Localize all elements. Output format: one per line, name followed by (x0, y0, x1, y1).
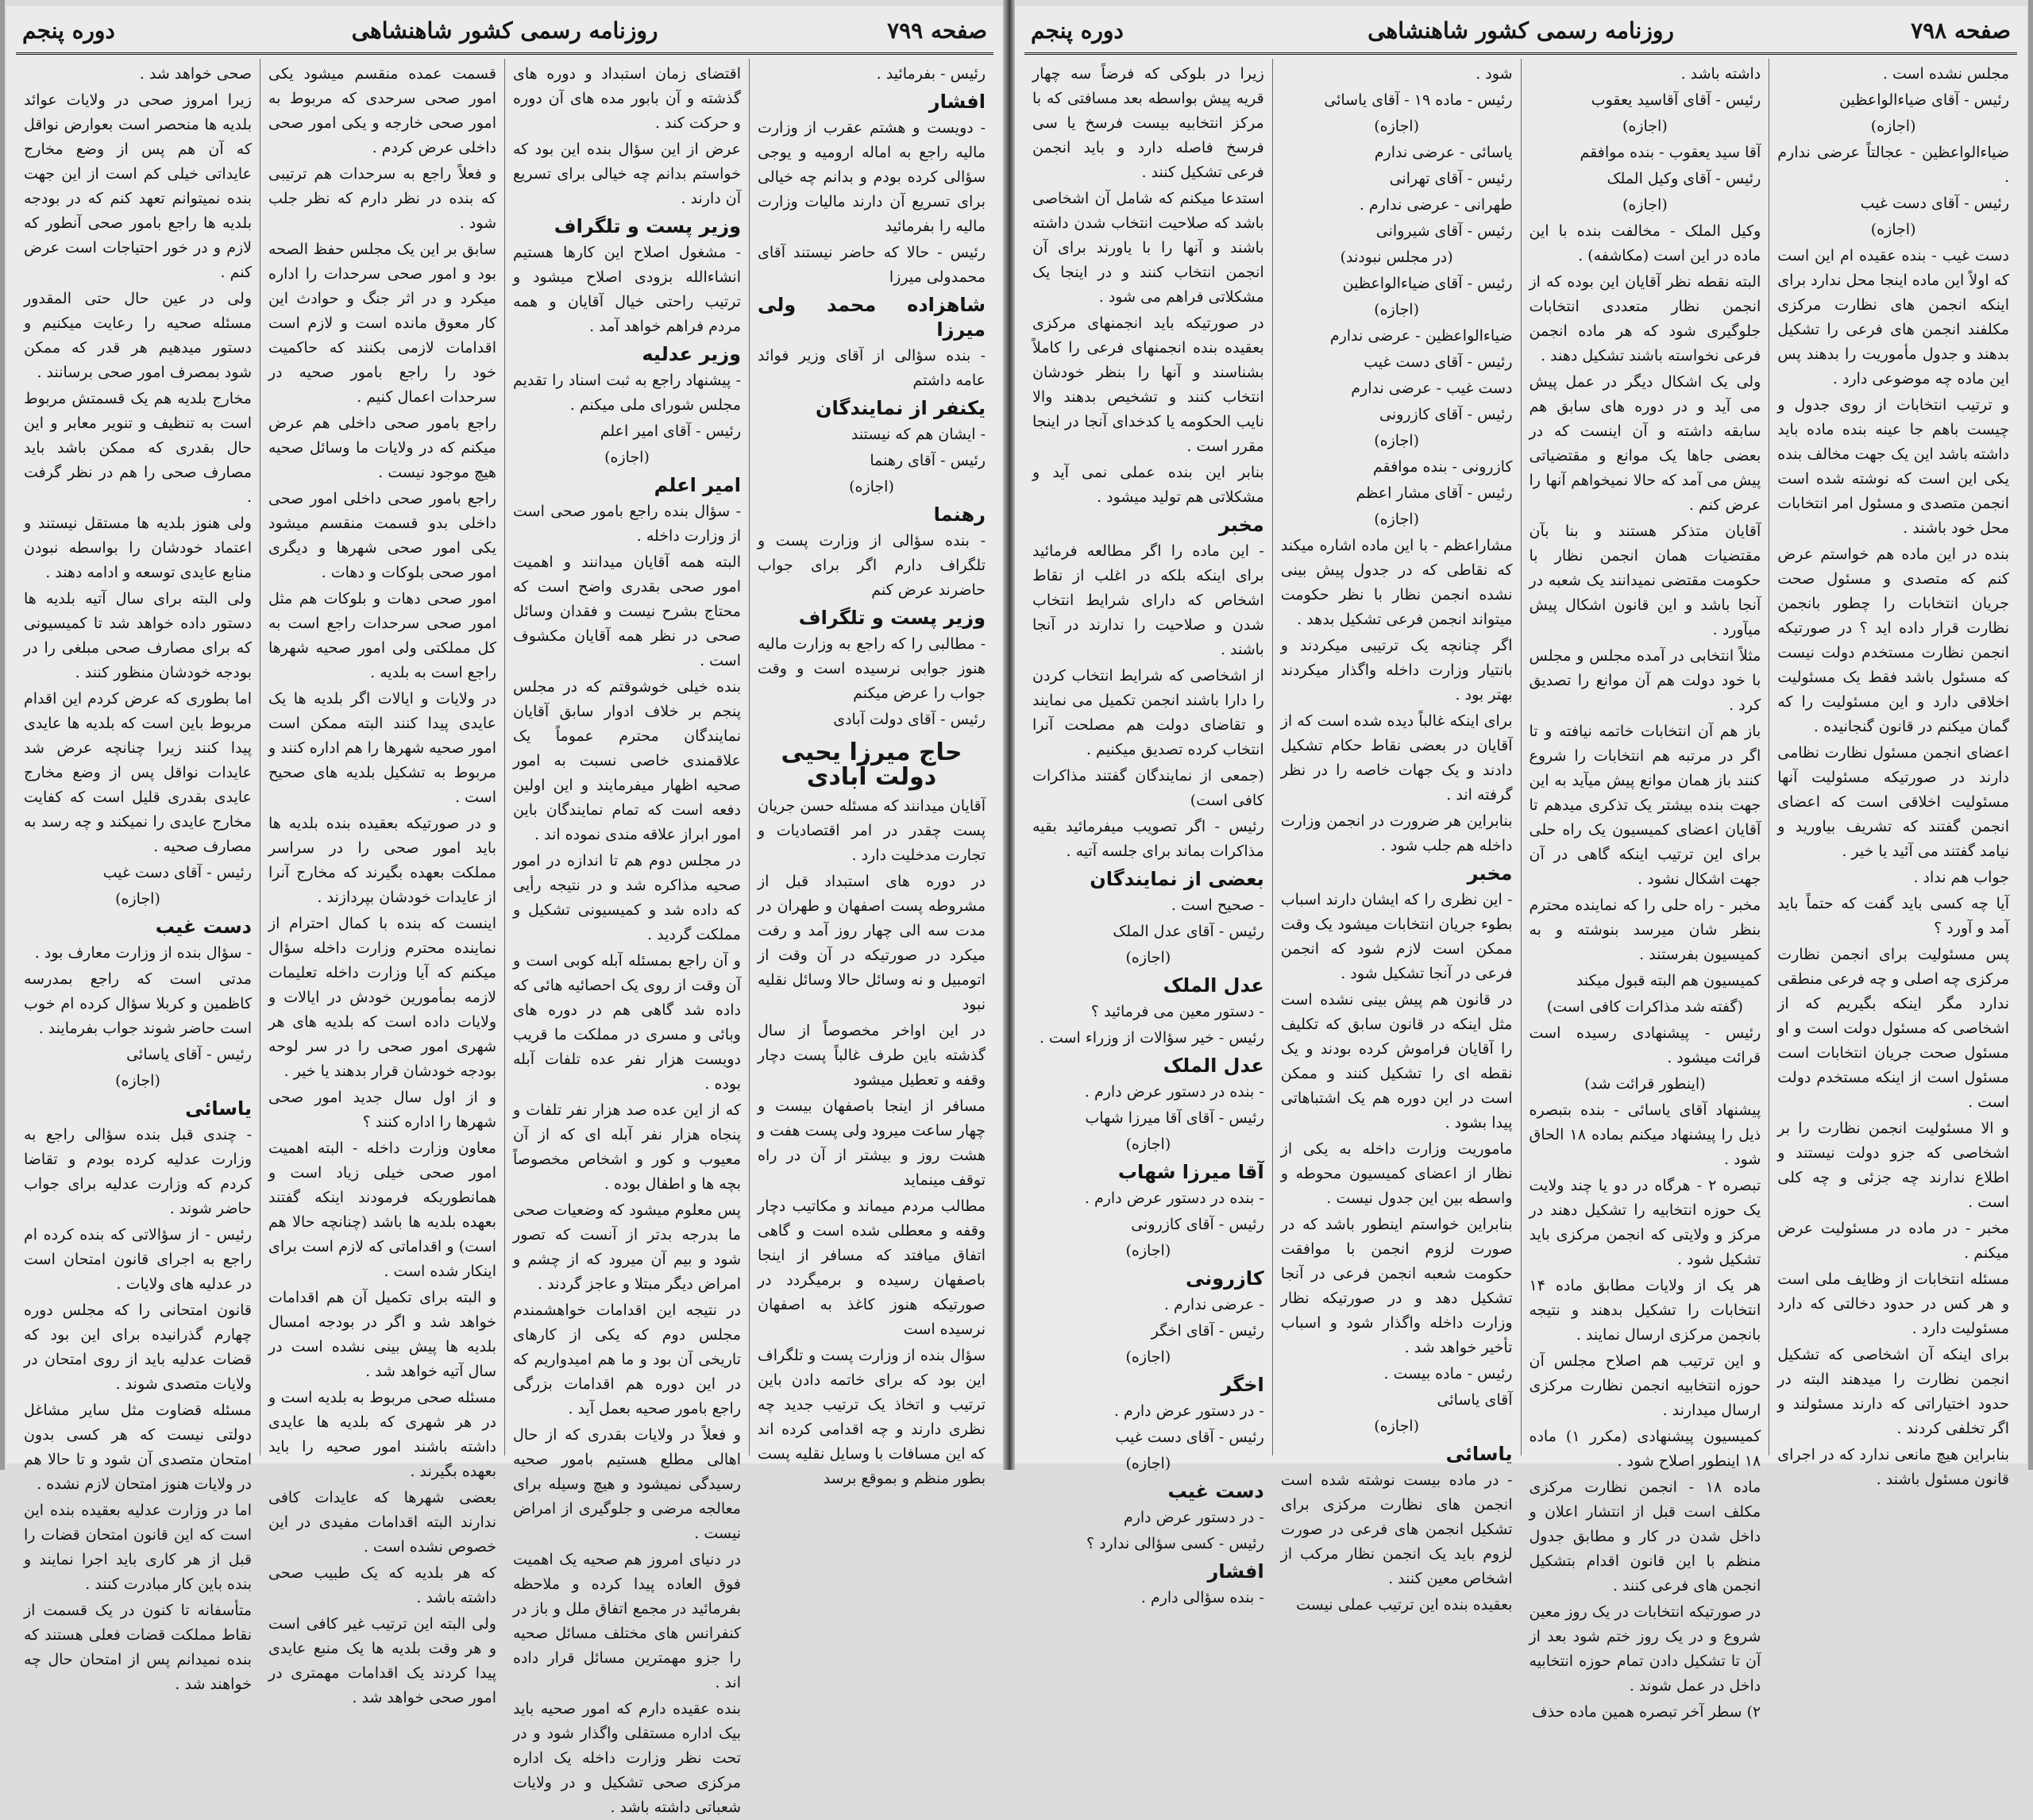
parenthetical-note: (اجازه) (1870, 118, 1916, 135)
paragraph: پس معلوم میشود که وضعیات صحی ما بدرجه بدتر از آنست که تصور شود و بیم آن میرود که از چشم و امراض دیگر مبتلا و عاجز گردند . (513, 1201, 741, 1293)
speaker-heading: امیر اعلم (654, 474, 741, 496)
speaker-heading-large: حاج میرزا یحیی دولت آبادی (781, 738, 962, 791)
paragraph: راجع بامور صحی داخلی امور صحی داخلی بدو قسمت منقسم میشود یکی امور صحی شهرها و دیگری امور صحی بلوکات و دهات . (268, 490, 496, 581)
parenthetical-note: (اجازه) (1374, 432, 1420, 449)
paragraph: رئیس - پیشنهادی رسیده است قرائت میشود . (1529, 1024, 1761, 1066)
parenthetical-note: (اجازه) (1125, 949, 1171, 966)
parenthetical-note: (اجازه) (1870, 221, 1916, 238)
paragraph: متأسفانه تا کنون در یک قسمت از نقاط مملکت قضات فعلی هستند که بنده نمیدانم پس از امتحان حال چه خواهند شد . (24, 1602, 252, 1693)
paragraph: برای اینکه آن اشخاصی که تشکیل انجمن نظارت را میدهند البته در حدود اختیاراتی که دارند مسئولند و اگر تخلفی کردند . (1777, 1346, 2009, 1437)
paragraph: - در ماده بیست نوشته شده است انجمن های نظارت مرکزی برای تشکیل انجمن های فرعی در صورت لزوم باید یک انجمن نظار مرکب از اشخاص معین کنند . (1280, 1471, 1513, 1587)
book-gutter (1003, 0, 1015, 1470)
paragraph: رئیس - آقای دست غیب (1364, 353, 1513, 371)
paragraph: معاون وزارت داخله - البته اهمیت امور صحی خیلی زیاد است و همانطوریکه فرمودند اینکه گفتند بعهده بلدیه ها باشد (چنانچه حالا هم است) و اقداماتی که لازم است برای اینکار شده است . (268, 1139, 496, 1280)
paragraph: در نتیجه این اقدامات خواهشمندم مجلس دوم که یکی از کارهای تاریخی آن بود و ما هم امیدواریم که در این دوره هم اقدامات بزرگی راجع بامور صحیه بعمل آید . (513, 1301, 741, 1417)
paragraph: رئیس - آقای عدل الملک (1113, 923, 1264, 940)
right-column-2 (1521, 59, 1769, 1721)
speaker-heading: مخبر (1218, 514, 1264, 536)
paragraph: آقا سید یعقوب - بنده موافقم (1580, 144, 1761, 161)
paragraph: هر یک از ولایات مطابق ماده ۱۴ انتخابات را تشکیل بدهند و نتیجه بانجمن مرکزی ارسال نمایند . (1529, 1277, 1761, 1344)
paragraph: رئیس - آقای دست غیب (1115, 1429, 1264, 1446)
speaker-heading: آقا میرزا شهاب (1117, 1161, 1264, 1183)
paragraph: که از این عده صد هزار نفر تلفات و پنجاه هزار نفر آبله ای که از آن معیوب و کور و اشخاص مخصوصاً بچه ها و اطفال بوده . (513, 1101, 741, 1193)
paragraph: صحی خواهد شد . (139, 65, 252, 83)
paragraph: رئیس - آقای تهرانی (1389, 170, 1513, 187)
scan-edge-right (2028, 0, 2033, 1470)
left-columns (16, 59, 993, 1816)
paragraph: شود . (1476, 65, 1513, 83)
paragraph: مسئله انتخابات از وظایف ملی است و هر کس در حدود دخالتی که دارد مسئولیت دارد . (1777, 1271, 2009, 1337)
right-gazette-title: روزنامه رسمی کشور شاهنشاهی (1368, 17, 1674, 44)
paragraph: رئیس - آقای ضیاءالواعظین (1839, 91, 2009, 109)
paragraph: طهرانی - عرضی ندارم . (1359, 196, 1513, 214)
paragraph: ضیاءالواعظین - عجالتاً عرضی ندارم . (1777, 144, 2009, 186)
paragraph: مشاراعظم - با این ماده اشاره میکند که نقاطی که در جدول پیش بینی نشده انجمن نظار با نظر حکومت میتواند انجمن فرعی تشکیل بدهد . (1280, 537, 1513, 628)
left-column-3 (260, 59, 504, 1706)
paragraph: - بنده در دستور عرض دارم . (1084, 1083, 1264, 1101)
speaker-heading: رهنما (933, 503, 986, 526)
paragraph: در مجلس دوم هم تا اندازه در امور صحیه مذاکره شد و در نتیجه رأیی که داده شد و کمیسیونی تشکیل و مملکت گردید . (513, 852, 741, 943)
paragraph: ولی یک اشکال دیگر در عمل پیش می آید و در دوره های سابق هم سابقه داشته و آن اینست که در بعضی جاها یک موانع و مقتضیاتی پیش می آمد که حالا نمیخواهم آنها را عرض کنم . (1529, 373, 1761, 514)
parenthetical-note: (اجازه) (1125, 1242, 1171, 1259)
paragraph: یاسائی - عرضی ندارم (1374, 144, 1513, 161)
left-page (6, 6, 1003, 1816)
paragraph: - بنده سؤالی از وزارت پست و تلگراف دارم اگر برای جواب حاضرند عرض کنم (758, 532, 986, 599)
paragraph: مثلاً انتخابی در آمده مجلس و مجلس با خود دولت هم آن موانع را تصدیق کرد . (1529, 647, 1761, 714)
paragraph: مطالب مردم میماند و مکاتیب دچار وقفه و معطلی شده است و گاهی اتفاق میافتد که مسافر از اینجا باصفهان رسیده و برمیگردد در صورتیکه هنوز کاغذ به اصفهان نرسیده است (758, 1197, 986, 1338)
paragraph: در این اواخر مخصوصاً از سال گذشته باین طرف غالباً پست دچار وقفه و تعطیل میشود (758, 1022, 986, 1089)
paragraph: مسئله قضاوت مثل سایر مشاغل دولتی نیست که هر کسی بدون امتحان متصدی آن شود و تا حالا هم در ولایات هنوز امتحان لازم نشده . (24, 1402, 252, 1493)
paragraph: کمیسیون هم البته قبول میکند (1576, 972, 1761, 989)
paragraph: و الا مسئولیت انجمن نظارت را بر اشخاصی که جزو دولت نیستند و اطلاع ندارند چه جزئی و چه کلی است . (1777, 1120, 2009, 1211)
parenthetical-note: (گفته شد مذاکرات کافی است) (1546, 998, 1743, 1016)
paragraph: مخارج بلدیه هم یک قسمتش مربوط است به تنظیف و تنویر معابر و این حال بقدری که ممکن باشد باید مصارف صحی را هم در نظر گرفت . (24, 390, 252, 506)
paragraph: ولی البته این ترتیب غیر کافی است و هر وقت بلدیه ها یک منبع عایدی پیدا کردند یک اقدامات مهمتری در امور صحی خواهد شد . (268, 1615, 496, 1706)
parenthetical-note: (اجازه) (1622, 196, 1668, 214)
paragraph: عرض از این سؤال بنده این بود که خواستم بدانم چه خیالی برای تسریع آن دارند . (513, 141, 741, 207)
left-column-2 (504, 59, 749, 1816)
paragraph: - چندی قبل بنده سؤالی راجع به وزارت عدلیه کرده بودم و تقاضا کردم که وزارت عدلیه برای جواب حاضر شوند . (24, 1126, 252, 1217)
speaker-heading: بعضی از نمایندگان (1090, 868, 1264, 890)
paragraph: اینست که بنده با کمال احترام از نماینده محترم وزارت داخله سؤال میکنم که آیا وزارت داخله تعلیمات لازمه بمأمورین خودش در ایالات و ولایات داده است که بلدیه های هر شهری امور صحی را در سر لوحه بودجه خودشان قرار بدهند یا خیر . (268, 915, 496, 1080)
parenthetical-note: (اجازه) (1374, 118, 1420, 135)
paragraph: - این نظری را که ایشان دارند اسباب بطوء جریان انتخابات میشود یک وقت ممکن است لازم شود که انجمن فرعی در آنجا تشکیل شود . (1280, 891, 1513, 982)
paragraph: اعضای انجمن مسئول نظارت نظامی دارند در صورتیکه مسئولیت آنها مسئولیت اخلاقی است که اعضای انجمن گفتند که تشریف بیاورید و نیامد گفتند می آئید یا خیر . (1777, 744, 2009, 860)
paragraph: بنده خیلی خوشوقتم که در مجلس پنجم بر خلاف ادوار سابق آقایان نمایندگان محترم عموماً یک علاقمندی خاصی نسبت به امور صحیه اظهار میفرمایند و این اولین دفعه است که تمام نمایندگان باین امور ابراز علاقه مندی نموده اند . (513, 678, 741, 843)
paragraph: اما در وزارت عدلیه بعقیده بنده این است که این قانون امتحان قضات را قبل از هر کاری باید اجرا نمایند و بنده باین کار مبادرت کنند . (24, 1502, 252, 1593)
paragraph: راجع بامور صحی داخلی هم عرض میکنم که در ولایات ما وسائل صحیه هیچ موجود نیست . (268, 415, 496, 481)
paragraph: ماده ۱۸ - انجمن نظارت مرکزی مکلف است قبل از انتشار اعلان و داخل شدن در کار و مطابق جدول منظم با این قانون اقدام بتشکیل انجمن های فرعی کنند . (1529, 1479, 1761, 1594)
paragraph: مسئله صحی مربوط به بلدیه است و در هر شهری که بلدیه ها عایدی داشته باشند امور صحیه را باید بعهده بگیرند . (268, 1389, 496, 1480)
right-page (1015, 6, 2027, 1721)
paragraph: امور صحی دهات و بلوکات هم مثل امور صحی سرحدات راجع است به کل مملکتی ولی امور صحیه شهرها راجع است به بلدیه . (268, 590, 496, 681)
paragraph: آقایان متذکر هستند و بنا بآن مقتضیات همان انجمن نظار با حکومت مقتضی نمیدانند یک شعبه در آنجا باشد و این قانون اشکال پیش میآورد . (1529, 522, 1761, 638)
right-columns (1024, 59, 2017, 1721)
paragraph: رئیس - آقای دست غیب (1860, 195, 2009, 212)
paragraph: - سؤال بنده از وزارت معارف بود . (34, 944, 252, 962)
parenthetical-note: (اجازه) (115, 1072, 160, 1089)
parenthetical-note: (اجازه) (115, 890, 160, 908)
paragraph: - بنده سؤالی از آقای وزیر فوائد عامه داشتم (758, 347, 986, 389)
paragraph: - در دستور عرض دارم (1123, 1509, 1264, 1526)
paragraph: اما بطوری که عرض کردم این اقدام مربوط باین است که بلدیه ها عایدی پیدا کنند زیرا چنانچه عرض شد عایدات نواقل پس از وضع مخارج عایدی بقدری قلیل است که کفایت مخارج عایدی را نمیکند و چه رسد به مصارف صحیه . (24, 690, 252, 855)
paragraph: اگر چنانچه یک ترتیبی میکردند و بانتیار وزارت داخله واگذار میکردند بهتر بود . (1280, 637, 1513, 704)
paragraph: رئیس - آقای شیروانی (1375, 222, 1513, 240)
paragraph: - این ماده را اگر مطالعه فرمائید برای اینکه بلکه در اغلب از نقاط اشخاص که دارای شرایط انتخاب شدن و صلاحیت را ندارند در آنجا باشند . (1032, 542, 1264, 658)
paragraph: ضیاءالواعظین - عرضی ندارم (1329, 327, 1513, 345)
paragraph: رئیس - آقای ضیاءالواعظین (1342, 275, 1513, 292)
speaker-heading: مخبر (1467, 862, 1513, 885)
paragraph: مسافر از اینجا باصفهان بیست و چهار ساعت میرود ولی پست هفت و هشت روز و بیشتر از آن در راه توقف مینماید (758, 1097, 986, 1189)
paragraph: دست غیب - بنده عقیده ام این است که اولاً این ماده اینجا محل ندارد برای اینکه انجمن های نظارت مرکزی مکلفند انجمن های فرعی را تشکیل بدهند و جدول مأموریت را بدهند پس این ماده چه موضوعی دارد . (1777, 247, 2009, 388)
speaker-heading: یاسائی (185, 1097, 252, 1120)
paragraph: - ایشان هم که نیستند (851, 426, 986, 443)
paragraph: اقتضای زمان استبداد و دوره های گذشته و آن بابور مده های آن دوره و حرکت کند . (513, 65, 741, 132)
paragraph: رئیس - آقای اخگر (1151, 1322, 1264, 1340)
paragraph: در دنیای امروز هم صحیه یک اهمیت فوق العاده پیدا کرده و ملاحظه بفرمائید در مجمع اتفاق ملل و باز در کنفرانس های مختلف مسائل صحیه را جزو مهمترین مسائل قرار داده اند . (513, 1551, 741, 1691)
paragraph: و فعلاً در ولایات بقدری که از حال اهالی مطلع هستیم بامور صحیه رسیدگی نمیشود و هیچ وسیله برای معالجه مرضی و جلوگیری از امراض نیست . (513, 1426, 741, 1542)
speaker-heading: دست غیب (1167, 1480, 1264, 1502)
paragraph: و ترتیب انتخابات از روی جدول و چیست باهم جا عینه بنده ماده باید داشته باشد این یک جهت مخالف بنده یکی این است که نوشته شده است انجمن متصدی و مسئول امر انتخابات محل خود باشند . (1777, 396, 2009, 537)
speaker-heading: دست غیب (155, 916, 252, 938)
paragraph: سابق بر این یک مجلس حفظ الصحه بود و امور صحی سرحدات را اداره میکرد و در اثر جنگ و حوادث این کار معوق مانده است و لازم است اقدامات لازمی بکنند که حاکمیت خود را راجع بامور صحیه در سرحدات اعمال کنیم . (268, 241, 496, 406)
paragraph: ماموریت وزارت داخله به یکی از نظار از اعضای کمیسیون محوطه و واسطه بین این جدول نیست . (1280, 1140, 1513, 1207)
paragraph: کازرونی - بنده موافقم (1372, 458, 1513, 476)
paragraph: رئیس - آقای کازرونی (1379, 406, 1513, 423)
paragraph: - دستور معین می فرمائید ؟ (1090, 1003, 1264, 1020)
paragraph: که هر بلدیه که یک طبیب صحی داشته باشد . (268, 1564, 496, 1606)
right-column-4 (1024, 59, 1272, 1606)
paragraph: رئیس - آقای یاسائی (126, 1046, 252, 1063)
parenthetical-note: (اجازه) (604, 449, 650, 466)
paragraph: - سؤال بنده راجع بامور صحی است از وزارت داخله . (513, 503, 741, 545)
paragraph: و فعلاً راجع به سرحدات هم ترتیبی که بنده در نظر دارم که نظر جلب شود . (268, 165, 496, 232)
paragraph: - مطالبی را که راجع به وزارت مالیه هنوز جوابی نرسیده است و وقت جواب را عرض میکنم (758, 635, 986, 702)
paragraph: آیا چه کسی باید گفت که حتماً باید آمد و آورد ؟ (1777, 895, 2009, 937)
paragraph: در صورتیکه باید انجمنهای مرکزی بعقیده بنده انجمنهای فرعی را کاملاً بشناسند و آنها را بنظر خودشان انتخاب کنند و تشخیص بدهند والا نایب الحکومه یا کدخدای آنجا در اینجا مقرر است . (1032, 314, 1264, 455)
left-column-1 (749, 59, 993, 1487)
paragraph: رئیس - آقای دولت آبادی (833, 711, 986, 728)
paragraph: البته همه آقایان میدانند و اهمیت امور صحی بقدری واضح است که محتاج بشرح نیست و فقدان وسائل صحی در نظر همه آقایان مکشوف است . (513, 553, 741, 669)
paragraph: در ولایات و ایالات اگر بلدیه ها یک عایدی پیدا کنند البته ممکن است امور صحیه شهرها را هم اداره کنند و مربوط به تشکیل بلدیه های صحیح است . (268, 690, 496, 806)
right-period-label: دوره پنجم (1031, 17, 1124, 44)
speaker-heading: اخگر (1221, 1374, 1264, 1396)
paragraph: استدعا میکنم که شامل آن اشخاصی باشد که صلاحیت انتخاب شدن داشته باشند و آنها را با یاورند برای آن انجمن انتخاب کنند و در اینجا یک مشکلاتی فراهم می شود . (1032, 190, 1264, 306)
speaker-heading: شاهزاده محمد ولی میرزا (758, 294, 986, 341)
paragraph: رئیس - آقای وکیل الملک (1607, 170, 1761, 187)
speaker-heading: افشار (1207, 1560, 1264, 1583)
parenthetical-note: (اجازه) (1125, 1136, 1171, 1153)
paragraph: بنده عقیده دارم که امور صحیه باید بیک اداره مستقلی واگذار شود و در تحت نظر وزارت داخله یک اداره مرکزی صحی تشکیل و در ولایات شعباتی داشته باشد . (513, 1700, 741, 1816)
paragraph: - صحیح است . (1171, 897, 1264, 914)
parenthetical-note: (اجازه) (849, 478, 894, 495)
paragraph: در قانون هم پیش بینی نشده است مثل اینکه در قانون سابق که تکلیف را آقایان فراموش کرده بودند و یک نقطه ای را تشکیل کنند و ممکن است در این دوره هم یک اشتباهاتی پیدا بشود . (1280, 991, 1513, 1132)
paragraph: داشته باشد . (1680, 65, 1761, 83)
paragraph: کمیسیون پیشنهادی (مکرر ۱) ماده ۱۸ اینطور اصلاح شود . (1529, 1428, 1761, 1470)
parenthetical-note: (اجازه) (1125, 1455, 1171, 1472)
parenthetical-note: (اجازه) (1374, 511, 1420, 528)
speaker-heading: وزیر پست و تلگراف (554, 215, 741, 237)
paragraph: در دوره های استبداد قبل از مشروطه پست اصفهان و طهران در مدت سه الی چهار روز آمد و رفت میکرد در صورتیکه در آن وقت از اتومبیل و نه وسائل حالا وسائل نقلیه نبود (758, 873, 986, 1013)
paragraph: و از اول سال جدید امور صحی شهرها را اداره کنند ؟ (268, 1089, 496, 1131)
paragraph: رئیس - از سؤالاتی که بنده کرده ام راجع به اجرای قانون امتحان است در عدلیه های ولایات . (24, 1226, 252, 1293)
paragraph: بنابراین هر ضرورت در انجمن وزارت داخله هم جلب شود . (1280, 812, 1513, 854)
paragraph: باز هم آن انتخابات خاتمه نیافته و تا اگر در مرتبه هم انتخابات را شروع کنند باز همان موانع پیش میآید به این جهت بنده بیشتر یک تذکری میدهم تا آقایان اعضای کمیسیون یک راه حلی برای این ترتیب اینکه گاهی در آن جهت اشکال نشود . (1529, 723, 1761, 888)
paragraph: رئیس - ماده بیست . (1383, 1365, 1513, 1382)
paragraph: رئیس - آقای مشار اعظم (1356, 484, 1513, 502)
paragraph: بنده در این ماده هم خواستم عرض کنم که متصدی و مسئول صحت جریان انتخابات را چطور بانجمن نظارت قرار داده اید ؟ در صورتیکه انجمن نظارت مستخدم دولت نیست که مسئول باشد فقط یک مسئولیت اخلاقی دارد و این مسئولیت را که گمان میکنم در قانون گنجانیده . (1777, 546, 2009, 735)
paragraph: از اشخاصی که شرایط انتخاب کردن را دارا باشند انجمن تکمیل می نمایند و تقاضای دولت هم مصلحت آنرا انتخاب کرده تصدیق میکنیم . (1032, 667, 1264, 758)
paragraph: رئیس - آقای آقاسید یعقوب (1591, 91, 1761, 109)
paragraph: رئیس - آقای امیر اعلم (600, 422, 741, 440)
paragraph: ۲) سطر آخر تبصره همین ماده حذف (1531, 1703, 1761, 1721)
paragraph: ولی هنوز بلدیه ها مستقل نیستند و اعتماد خودشان را بواسطه نبودن منابع عایدی توسعه و ادامه دهند . (24, 515, 252, 581)
speaker-heading: کازرونی (1185, 1267, 1264, 1290)
parenthetical-note: (اجازه) (1622, 118, 1668, 135)
left-column-4 (16, 59, 260, 1693)
speaker-heading: یکنفر از نمایندگان (816, 397, 986, 419)
paragraph: رئیس - کسی سؤالی ندارد ؟ (1086, 1535, 1264, 1552)
parenthetical-note: (اجازه) (1374, 301, 1420, 318)
paragraph: در صورتیکه انتخابات در یک روز معین شروع و در یک روز ختم شود بعد از آن تا تشکیل دادن تمام حوزه انتخابیه داخل در عمل شوند . (1529, 1603, 1761, 1695)
paragraph: رئیس - آقای دست غیب (102, 864, 252, 881)
paragraph: زیرا در بلوکی که فرضاً سه چهار قریه پیش بواسطه بعد مسافتی که با مرکز انتخابیه بیست فرسخ یا سی فرسخ فاصله دارد و باید انجمن فرعی تشکیل کنند . (1032, 65, 1264, 181)
right-header-rule (1024, 52, 2017, 55)
paragraph: تبصره ۲ - هرگاه در دو یا چند ولایت یک حوزه انتخابیه را تشکیل دهند در مرکز و ولایتی که انجمن مرکزی باید تشکیل شود . (1529, 1177, 1761, 1268)
paragraph: پیشنهاد آقای یاسائی - بنده بتبصره ذیل را پیشنهاد میکنم بماده ۱۸ الحاق شود . (1529, 1101, 1761, 1168)
paragraph: - مشغول اصلاح این کارها هستیم انشاءالله بزودی اصلاح میشود و ترتیب راحتی خیال آقایان و همه مردم فراهم خواهد آمد . (513, 244, 741, 335)
paragraph: مخبر - راه حلی را که نماینده محترم بنظر شان میرسد بنوشته و به کمیسیون بفرستند . (1529, 897, 1761, 963)
paragraph: و آن راجع بمسئله آبله کوبی است و آن وقت از روی یک احصائیه هائی که داده شد گاهی هم در دوره های وبائی و مسری در مملکت ما قریب دویست هزار نفر عده تلفات آبله بوده . (513, 952, 741, 1093)
paragraph: (جمعی از نمایندگان گفتند مذاکرات کافی است) (1032, 767, 1264, 809)
right-column-3 (1272, 59, 1521, 1614)
speaker-heading: عدل الملک (1163, 974, 1264, 997)
speaker-heading: افشار (928, 91, 986, 113)
parenthetical-note: (اجازه) (1374, 1417, 1420, 1435)
left-page-header (16, 13, 993, 54)
paragraph: - بنده در دستور عرض دارم . (1084, 1190, 1264, 1207)
paragraph: جواب هم نداد . (1913, 869, 2009, 886)
left-gazette-title: روزنامه رسمی کشور شاهنشاهی (351, 17, 658, 44)
paragraph: - عرضی ندارم . (1163, 1296, 1264, 1313)
paragraph: البته نقطه نظر آقایان این بوده که از انجمن نظار متعددی انتخابات جلوگیری شود که هر ماده انجمن فرعی نخواسته باشند تشکیل دهند . (1529, 273, 1761, 364)
paragraph: قانون امتحانی را که مجلس دوره چهارم گذرانیده برای این بود که قضات عدلیه باید از روی امتحان در ولایات متصدی شوند . (24, 1301, 252, 1393)
paragraph: ولی البته برای سال آتیه بلدیه ها دستور داده خواهد شد تا کمیسیونی که برای مصارف صحی مبلغی را در بودجه خودشان منظور کنند . (24, 590, 252, 681)
right-page-header (1024, 13, 2017, 54)
paragraph: آقایان میدانند که مسئله حسن جریان پست چقدر در امر اقتصادیات و تجارت مدخلیت دارد . (758, 797, 986, 864)
parenthetical-note: (اجازه) (1125, 1348, 1171, 1366)
paragraph: بنابراین خواستم اینطور باشد که در صورت لزوم انجمن با موافقت حکومت شعبه انجمن فرعی در آنجا تشکیل دهد و در صورتیکه نظار وزارت داخله واگذار شود و اسباب تأخیر خواهد شد . (1280, 1216, 1513, 1356)
paragraph: و این ترتیب هم اصلاح مجلس آن حوزه انتخابیه انجمن نظارت مرکزی ارسال میدارند . (1529, 1352, 1761, 1419)
paragraph: رئیس - آقای آقا میرزا شهاب (1085, 1109, 1264, 1127)
paragraph: رئیس - آقای کازرونی (1131, 1216, 1264, 1233)
paragraph: مدتی است که راجع بمدرسه کاظمین و کربلا سؤال کرده ام خوب است حاضر شوند جواب بفرمایند . (24, 970, 252, 1037)
paragraph: رئیس - خیر سؤالات از وزراء است . (1039, 1029, 1264, 1047)
paragraph: رئیس - بفرمائید . (876, 65, 986, 83)
paragraph: بنابراین هیچ مانعی ندارد که در اجرای قانون مسئول باشند . (1777, 1446, 2009, 1488)
paragraph: و البته برای تکمیل آن هم اقدامات خواهد شد و اگر در بودجه امسال بلدیه ها پیش بینی نشده است در سال آتیه خواهد شد . (268, 1289, 496, 1380)
paragraph: رئیس - ماده ۱۹ - آقای یاسائی (1324, 91, 1513, 109)
right-column-1 (1769, 59, 2017, 1488)
paragraph: بنابر این بنده عملی نمی آید و مشکلاتی هم تولید میشود . (1032, 464, 1264, 506)
left-period-label: دوره پنجم (22, 17, 115, 44)
paragraph: و در صورتیکه بعقیده بنده بلدیه ها باید امور صحی را در سراسر مملکت بعهده بگیرند که مخارج آنرا از عایدات خودشان بپردازند . (268, 815, 496, 906)
paragraph: دست غیب - عرضی ندارم (1351, 380, 1513, 397)
speaker-heading: عدل الملک (1163, 1055, 1264, 1077)
paragraph: برای اینکه غالباً دیده شده است که از آقایان در بعضی نقاط حکام تشکیل دادند و یک جهات خاصه را در نظر گرفته اند . (1280, 712, 1513, 804)
paragraph: آقای یاسائی (1437, 1391, 1513, 1409)
left-page-number: صفحه ۷۹۹ (887, 17, 987, 44)
paragraph: قسمت عمده منقسم میشود یکی امور صحی سرحدی که مربوط به امور صحی خارجه و یکی امور صحی داخلی عرض کردم . (268, 65, 496, 156)
paragraph: - پیشنهاد راجع به ثبت اسناد را تقدیم مجلس شورای ملی میکنم . (513, 372, 741, 414)
paragraph: - بنده سؤالی دارم . (1140, 1589, 1264, 1606)
paragraph: رئیس - اگر تصویب میفرمائید بقیه مذاکرات بماند برای جلسه آتیه . (1032, 818, 1264, 860)
speaker-heading: وزیر عدلیه (642, 343, 741, 365)
parenthetical-note: (در مجلس نبودند) (1340, 249, 1453, 266)
paragraph: وکیل الملک - مخالفت بنده با این ماده در این است (مکاشفه) . (1529, 222, 1761, 264)
left-header-rule (16, 52, 993, 55)
paragraph: - در دستور عرض دارم . (1113, 1402, 1264, 1420)
scan-edge-left (0, 0, 5, 1470)
speaker-heading: یاسائی (1445, 1443, 1513, 1465)
paragraph: مجلس نشده است . (1882, 65, 2009, 83)
paragraph: زیرا امروز صحی در ولایات عوائد بلدیه ها منحصر است بعوارض نواقل که آن هم پس از وضع مخارج عایداتی خیلی کم است از این جهت بنده نمیتوانم تعهد کنم که در بودجه بلدیه ها راجع بامور صحی آنطور که لازم و در خور احتیاجات است عرض کنم . (24, 91, 252, 281)
speaker-heading: وزیر پست و تلگراف (798, 607, 986, 629)
paragraph: رئیس - حالا که حاضر نیستند آقای محمدولی میرزا (758, 244, 986, 286)
parenthetical-note: (اینطور قرائت شد) (1584, 1075, 1706, 1093)
paragraph: سؤال بنده از وزارت پست و تلگراف این بود که برای خاتمه دادن باین ترتیب و اتخاذ یک ترتیب جدید چه نظری دارند و چه اقدامی کرده اند که این مسافات با وسایل نقلیه پست بطور منظم و بموقع برسد (758, 1347, 986, 1487)
paragraph: مخبر - در ماده در مسئولیت عرض میکنم . (1777, 1220, 2009, 1262)
paragraph: رئیس - آقای رهنما (870, 452, 986, 469)
right-page-number: صفحه ۷۹۸ (1911, 17, 2011, 44)
paragraph: بعضی شهرها که عایدات کافی ندارند البته اقدامات مفیدی در این خصوص نشده است . (268, 1489, 496, 1556)
paragraph: پس مسئولیت برای انجمن نظارت مرکزی چه اصلی و چه فرعی منطقی ندارد مگر اینکه بگیریم که از اشخاصی که مسئول دولت است و او مسئول صحت جریان انتخابات است مسئول است از اینکه مستخدم دولت است . (1777, 946, 2009, 1111)
paragraph: بعقیده بنده این ترتیب عملی نیست (1296, 1596, 1513, 1614)
paragraph: - دویست و هشتم عقرب از وزارت مالیه راجع به اماله ارومیه و یوجی سؤالی کرده بودم و بدانم چه خیالی برای تسریع آن دارند مالیات وزارت مالیه را بفرمائید (758, 119, 986, 235)
paragraph: ولی در عین حال حتی المقدور مسئله صحیه را رعایت میکنیم و دستور میدهیم هر قدر که ممکن شود بمصرف امور صحی برسانند . (24, 290, 252, 381)
